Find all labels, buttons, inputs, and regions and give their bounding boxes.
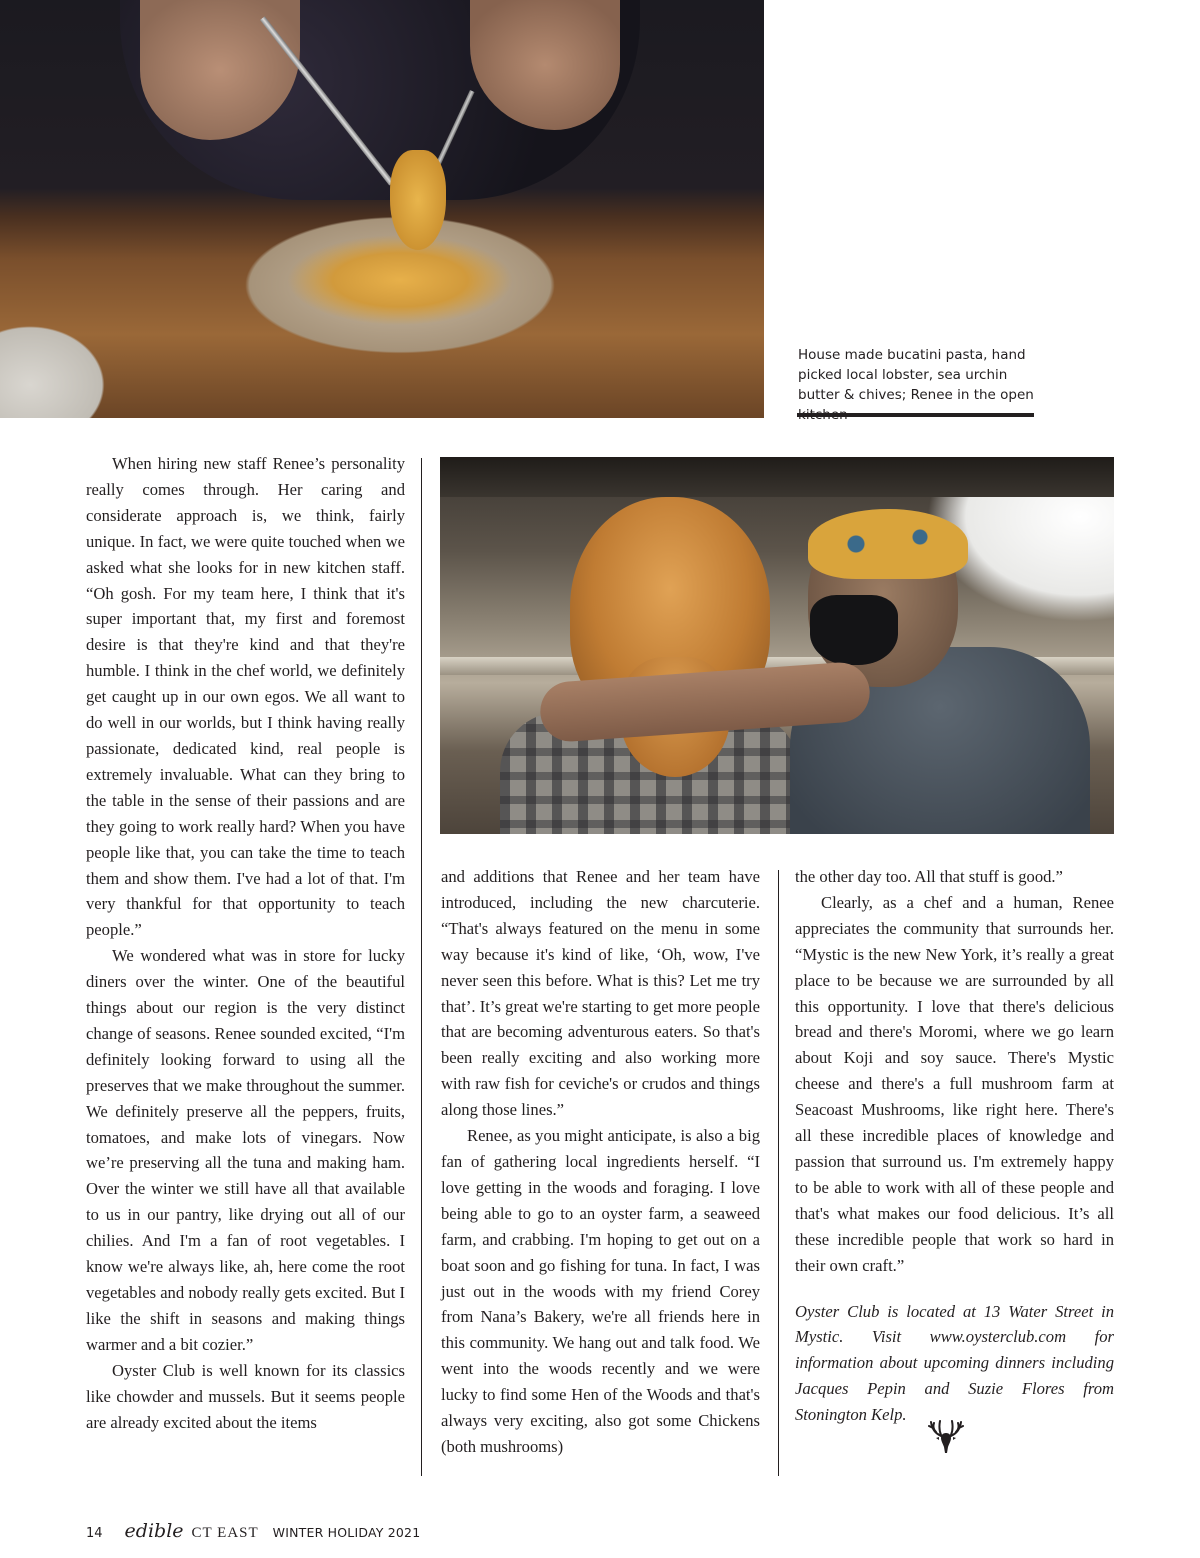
paragraph: the other day too. All that stuff is good.”	[795, 867, 1063, 886]
column-divider	[421, 458, 422, 1476]
article-column-2	[441, 864, 760, 1460]
bandana	[808, 509, 968, 579]
pasta-twirl	[390, 150, 446, 250]
open-kitchen-photo	[440, 457, 1114, 834]
magazine-brand: edible	[124, 1520, 184, 1542]
magazine-region: CT EAST	[191, 1525, 259, 1541]
paragraph: Oyster Club is well known for its classics like chowder and mussels. But it seems people are already excited about the items	[86, 1360, 405, 1432]
paragraph: We wondered what was in store for lucky diners over the winter. One of the beautiful things about our region is the very distinct change of seasons. Renee sounded excited, “I'm definitely looking forward to using all the preserves that we make throughout the summer. We definitely preserve all the peppers, fruits, tomatoes, and make lots of vinegars. Now we’re preserving all the tuna and making ham. Over the winter we still have all that available to us in our pantry, like drying out all of our chilies. And I'm a fan of root vegetables. I know we're always like, ah, here come the root vegetables and nobody really gets excited. But I like the shift in seasons and making things warmer and a bit cozier.”	[86, 946, 405, 1354]
page-number: 14	[86, 1526, 103, 1541]
paragraph: When hiring new staff Renee’s personality really comes through. Her caring and considerate approach is, we think, fairly unique. In fact, we were quite touched when we asked what she looks for in new kitchen staff. “Oh gosh. For my team here, I think that it's super important that, my first and foremost desire is that they're kind and that they're humble. I think in the chef world, we definitely get caught up in our own egos. We all want to do well in our worlds, but I think having really passionate, dedicated kind, real people is extremely invaluable. What can they bring to the table in the sense of their passions and are they going to work really hard? When you have people like that, you can take the time to teach them and show them. I've had a lot of that. I'm very thankful for that opportunity to teach people.”	[86, 454, 405, 940]
kitchen-hood	[440, 457, 1114, 497]
paragraph: and additions that Renee and her team have introduced, including the new charcuterie. “That's always featured on the menu in some way because it's kind of like, ‘Oh, wow, I've never seen this before. What is this? Let me try that’. It’s great we're starting to get more people that are becoming adventurous eaters. So that's been really exciting and also working more with raw fish for ceviche's or crudos and things along those lines.”	[441, 867, 760, 1120]
location-credit: Oyster Club is located at 13 Water Street in Mystic. Visit www.oysterclub.com for information about upcoming dinners including Jacques Pepin and Suzie Flores from Stonington Kelp.	[795, 1301, 1114, 1425]
page-footer	[86, 1520, 420, 1544]
issue-label: WINTER HOLIDAY 2021	[272, 1525, 421, 1540]
article-column-1	[86, 451, 405, 1435]
face-mask	[810, 595, 898, 665]
caption-rule	[797, 413, 1034, 417]
paragraph: Renee, as you might anticipate, is also a big fan of gathering local ingredients herself. “I love getting in the woods and foraging. I love being able to go to an oyster farm, a seaweed farm, and crabbing. I'm hoping to get out on a boat soon and go fishing for tuna. In fact, I was just out in the woods with my friend Corey from Nana’s Bakery, we're all friends here in this community. We hang out and talk food. We went into the woods recently and we were lucky to find some Hen of the Woods and that's always very exciting, also got some Chickens (both mushrooms)	[441, 1126, 760, 1456]
photo-caption: House made bucatini pasta, hand picked local lobster, sea urchin butter & chives; Renee in the open	[798, 347, 1034, 403]
stag-head-icon	[928, 1417, 964, 1455]
article-column-3	[795, 864, 1114, 1428]
paragraph: Clearly, as a chef and a human, Renee appreciates the community that surrounds her. “Mystic is the new New York, it’s really a great place to be because we are surrounded by all this opportunity. I love that there's delicious bread and there's Moromi, where we go learn about Koji and soy sauce. There's Mystic cheese and there's a full mushroom farm at Seacoast Mushrooms, like right here. There's all these incredible places of knowledge and passion that surround us. I'm extremely happy to be able to work with all of these people and that's what makes our food delicious. It’s all these incredible people that work so hard in their own craft.”	[795, 892, 1114, 1275]
column-divider	[778, 870, 779, 1476]
bucatini-pasta-photo	[0, 0, 764, 418]
